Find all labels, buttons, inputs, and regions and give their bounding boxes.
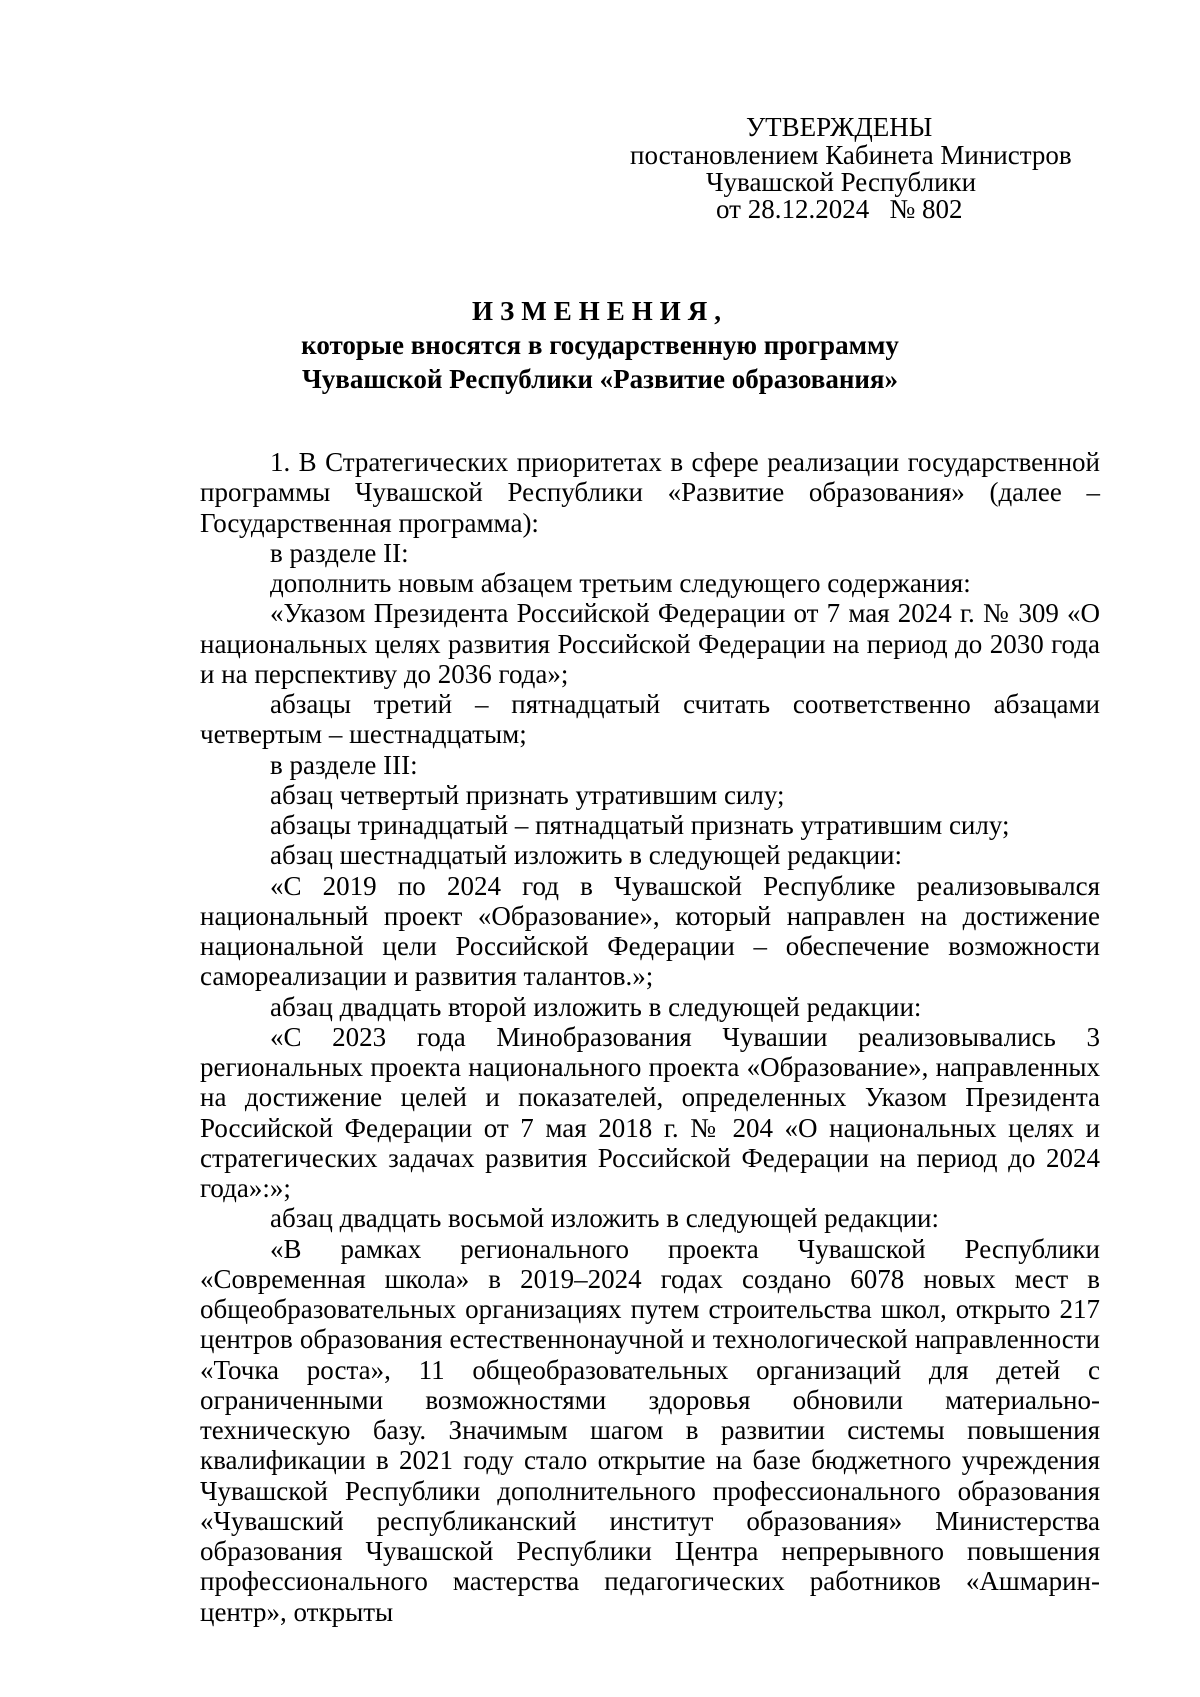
paragraph: абзац двадцать восьмой изложить в следующей редакции: <box>270 1203 940 1234</box>
paragraph: «С 2023 года Минобразования Чувашии реализовывались 3 региональных проекта национального проекта «Образование», направленных на достижение целей и показателей, определенных Указом Президента Российской Федерации от 7 мая 2018 г. № 204 «О национальных целях и стратегических задачах развития Российской Федерации на период до 2024 года»:»; <box>200 1021 1100 1203</box>
paragraph: «Указом Президента Российской Федерации от 7 мая 2024 г. № 309 «О национальных целях развития Российской Федерации на период до 2030 года и на перспективу до 2036 года»; <box>200 598 1100 689</box>
paragraph: 1. В Стратегических приоритетах в сфере реализации государственной программы Чувашской Республики «Развитие образования» (далее – Государственная программа): <box>200 447 1100 538</box>
paragraph: абзацы третий – пятнадцатый считать соответственно абзацами четвертым – шестнадцатым; <box>200 689 1100 750</box>
paragraph: в разделе III: <box>270 749 418 780</box>
paragraph: в разделе II: <box>270 537 409 568</box>
paragraph: дополнить новым абзацем третьим следующего содержания: <box>270 568 971 598</box>
paragraph: «С 2019 по 2024 год в Чувашской Республике реализовывался национальный проект «Образование», который направлен на достижение национальной цели Российской Федерации – обеспечение возможности самореализации и развития талантов.»; <box>200 870 1100 992</box>
paragraph: абзац шестнадцатый изложить в следующей редакции: <box>270 840 903 871</box>
approval-title: УТВЕРЖДЕНЫ <box>746 112 933 142</box>
document-heading <box>0 294 1200 396</box>
approval-date-number: от 28.12.2024 № 802 <box>716 194 963 224</box>
paragraph: «В рамках регионального проекта Чувашской Республики «Современная школа» в 2019–2024 годах создано 6078 новых мест в общеобразовательных организациях путем строительства школ, открыто 217 центров образования естественнонаучной и технологической направленности «Точка роста», 11 общеобразовательных организаций для детей с ограниченными возможностями здоровья обновили материально-техническую базу. Значимым шагом в развитии системы повышения квалификации в 2021 году стало открытие на базе бюджетного учреждения Чувашской Республики дополнительного профессионального образования «Чувашский республиканский институт образования» Министерства образования Чувашской Республики Центра непрерывного повышения профессионального мастерства педагогических работников «Ашмарин-центр», открыты <box>200 1233 1100 1627</box>
approval-authority: постановлением Кабинета Министров <box>630 140 1072 170</box>
document-body <box>200 447 1100 1627</box>
paragraph: абзац четвертый признать утратившим силу; <box>270 779 785 810</box>
document-title: ИЗМЕНЕНИЯ, <box>471 296 728 326</box>
paragraph: абзацы тринадцатый – пятнадцатый признать утратившим силу; <box>270 810 1010 840</box>
document-subtitle-line1: которые вносятся в государственную программу <box>301 330 899 360</box>
paragraph: абзац двадцать второй изложить в следующей редакции: <box>270 991 922 1022</box>
approval-republic: Чувашской Республики <box>706 167 977 197</box>
document-subtitle-line2: Чувашской Республики «Развитие образования» <box>301 364 899 394</box>
